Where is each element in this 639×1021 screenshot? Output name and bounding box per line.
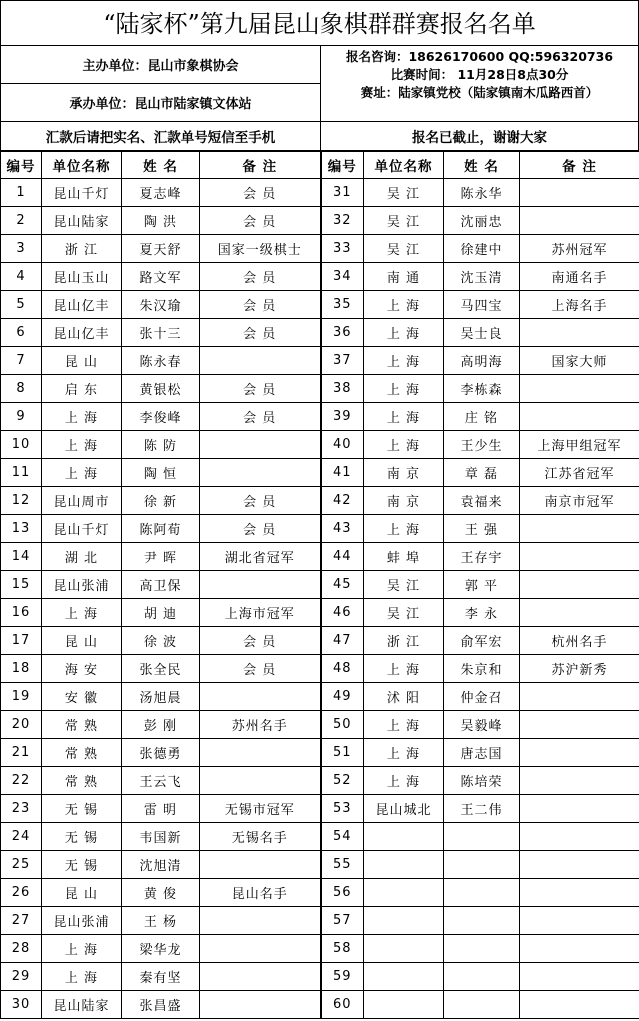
entry-unit bbox=[364, 963, 444, 991]
entry-remark bbox=[520, 879, 639, 907]
entry-name: 陶 洪 bbox=[122, 207, 200, 235]
entry-remark: 江苏省冠军 bbox=[520, 459, 639, 487]
entry-unit: 安 徽 bbox=[42, 683, 122, 711]
entry-remark bbox=[200, 347, 321, 375]
entry-remark: 会 员 bbox=[200, 375, 321, 403]
entry-remark: 杭州名手 bbox=[520, 627, 639, 655]
entry-number: 20 bbox=[1, 711, 42, 739]
entry-number: 28 bbox=[1, 935, 42, 963]
entry-remark bbox=[520, 907, 639, 935]
entry-unit: 昆 山 bbox=[42, 347, 122, 375]
header-cell: 姓 名 bbox=[444, 152, 520, 179]
entry-number: 3 bbox=[1, 235, 42, 263]
entry-remark: 会 员 bbox=[200, 263, 321, 291]
entry-number: 41 bbox=[321, 459, 364, 487]
venue: 赛址：陆家镇党校（陆家镇南木瓜路西首） bbox=[360, 85, 599, 100]
entry-remark bbox=[520, 207, 639, 235]
entry-unit: 常 熟 bbox=[42, 711, 122, 739]
entry-number: 43 bbox=[321, 515, 364, 543]
header-cell: 单位名称 bbox=[364, 152, 444, 179]
entry-number: 59 bbox=[321, 963, 364, 991]
entry-unit: 上 海 bbox=[42, 459, 122, 487]
entry-number: 35 bbox=[321, 291, 364, 319]
entry-name bbox=[444, 991, 520, 1019]
entry-name: 朱京和 bbox=[444, 655, 520, 683]
entry-unit: 昆山周市 bbox=[42, 487, 122, 515]
table-row bbox=[1, 235, 639, 263]
entry-unit: 浙 江 bbox=[42, 235, 122, 263]
entry-unit: 上 海 bbox=[364, 431, 444, 459]
entry-number: 27 bbox=[1, 907, 42, 935]
entry-unit: 无 锡 bbox=[42, 795, 122, 823]
table-row bbox=[1, 263, 639, 291]
entry-name: 庄 铭 bbox=[444, 403, 520, 431]
entry-unit: 上 海 bbox=[42, 403, 122, 431]
table-row bbox=[1, 711, 639, 739]
table-row bbox=[1, 179, 639, 207]
table-row bbox=[1, 403, 639, 431]
entry-remark bbox=[520, 851, 639, 879]
notice-right: 报名已截止，谢谢大家 bbox=[412, 130, 547, 146]
table-row bbox=[1, 991, 639, 1019]
entry-name: 秦有坚 bbox=[122, 963, 200, 991]
table-row bbox=[1, 599, 639, 627]
header-cell: 编号 bbox=[321, 152, 364, 179]
entry-name: 李 永 bbox=[444, 599, 520, 627]
entry-number: 32 bbox=[321, 207, 364, 235]
entry-number: 33 bbox=[321, 235, 364, 263]
entry-unit: 吴 江 bbox=[364, 207, 444, 235]
table-row bbox=[1, 543, 639, 571]
entry-name: 沈丽忠 bbox=[444, 207, 520, 235]
entry-number: 55 bbox=[321, 851, 364, 879]
entry-remark bbox=[520, 375, 639, 403]
entry-name: 汤旭晨 bbox=[122, 683, 200, 711]
entry-number: 34 bbox=[321, 263, 364, 291]
entry-remark bbox=[200, 459, 321, 487]
entry-name bbox=[444, 935, 520, 963]
entry-unit: 上 海 bbox=[364, 739, 444, 767]
entry-unit: 无 锡 bbox=[42, 851, 122, 879]
entry-unit: 昆山千灯 bbox=[42, 515, 122, 543]
notice-left: 汇款后请把实名、汇款单号短信至手机 bbox=[1, 122, 321, 150]
entry-name bbox=[444, 823, 520, 851]
entry-name: 梁华龙 bbox=[122, 935, 200, 963]
entry-number: 16 bbox=[1, 599, 42, 627]
entry-unit: 南 京 bbox=[364, 487, 444, 515]
entry-remark: 会 员 bbox=[200, 403, 321, 431]
entry-name: 胡 迪 bbox=[122, 599, 200, 627]
entry-number: 13 bbox=[1, 515, 42, 543]
entry-number: 56 bbox=[321, 879, 364, 907]
entry-number: 9 bbox=[1, 403, 42, 431]
entry-unit bbox=[364, 823, 444, 851]
entry-remark: 会 员 bbox=[200, 487, 321, 515]
entry-remark bbox=[520, 823, 639, 851]
entry-unit bbox=[364, 991, 444, 1019]
entry-remark bbox=[520, 767, 639, 795]
entry-unit: 常 熟 bbox=[42, 739, 122, 767]
entry-remark bbox=[200, 963, 321, 991]
match-time: 比赛时间： 11月28日8点30分 bbox=[390, 67, 569, 82]
table-row bbox=[1, 879, 639, 907]
entry-remark bbox=[200, 571, 321, 599]
entry-unit: 上 海 bbox=[364, 375, 444, 403]
entry-number: 58 bbox=[321, 935, 364, 963]
table-row bbox=[1, 515, 639, 543]
entry-unit: 吴 江 bbox=[364, 235, 444, 263]
entry-remark: 昆山名手 bbox=[200, 879, 321, 907]
table-row bbox=[1, 823, 639, 851]
entry-unit: 无 锡 bbox=[42, 823, 122, 851]
entry-unit: 昆山亿丰 bbox=[42, 319, 122, 347]
entry-name: 张德勇 bbox=[122, 739, 200, 767]
entry-number: 37 bbox=[321, 347, 364, 375]
entry-number: 44 bbox=[321, 543, 364, 571]
entry-unit bbox=[364, 935, 444, 963]
header-cell: 单位名称 bbox=[42, 152, 122, 179]
header-cell: 姓 名 bbox=[122, 152, 200, 179]
table-row bbox=[1, 767, 639, 795]
entry-number: 15 bbox=[1, 571, 42, 599]
entry-unit: 昆山张浦 bbox=[42, 571, 122, 599]
entry-number: 23 bbox=[1, 795, 42, 823]
table-row bbox=[1, 207, 639, 235]
entry-unit: 上 海 bbox=[364, 319, 444, 347]
entry-name: 王二伟 bbox=[444, 795, 520, 823]
table-row bbox=[1, 795, 639, 823]
entry-name: 陈永华 bbox=[444, 179, 520, 207]
entry-number: 51 bbox=[321, 739, 364, 767]
entry-remark: 南通名手 bbox=[520, 263, 639, 291]
entry-name: 章 磊 bbox=[444, 459, 520, 487]
table-row bbox=[1, 851, 639, 879]
entry-remark bbox=[520, 515, 639, 543]
entry-number: 49 bbox=[321, 683, 364, 711]
entry-name: 黄银松 bbox=[122, 375, 200, 403]
entry-unit: 上 海 bbox=[364, 403, 444, 431]
entry-remark: 会 员 bbox=[200, 319, 321, 347]
entry-name bbox=[444, 963, 520, 991]
table-row bbox=[1, 487, 639, 515]
entry-remark bbox=[520, 991, 639, 1019]
entry-number: 2 bbox=[1, 207, 42, 235]
entry-name: 王存宇 bbox=[444, 543, 520, 571]
entry-remark: 国家一级棋士 bbox=[200, 235, 321, 263]
entry-number: 19 bbox=[1, 683, 42, 711]
entry-name: 尹 晖 bbox=[122, 543, 200, 571]
entry-name: 郭 平 bbox=[444, 571, 520, 599]
table-row bbox=[1, 431, 639, 459]
entry-remark: 会 员 bbox=[200, 179, 321, 207]
entry-name: 王 强 bbox=[444, 515, 520, 543]
table-row bbox=[1, 627, 639, 655]
header-cell: 备 注 bbox=[200, 152, 321, 179]
entry-name: 雷 明 bbox=[122, 795, 200, 823]
entry-number: 7 bbox=[1, 347, 42, 375]
entry-name: 李栋森 bbox=[444, 375, 520, 403]
table-row bbox=[1, 347, 639, 375]
entry-name: 徐 波 bbox=[122, 627, 200, 655]
entry-number: 30 bbox=[1, 991, 42, 1019]
entry-name: 张昌盛 bbox=[122, 991, 200, 1019]
entry-name: 仲金召 bbox=[444, 683, 520, 711]
table-row bbox=[1, 291, 639, 319]
entry-unit: 昆山亿丰 bbox=[42, 291, 122, 319]
entry-remark bbox=[200, 739, 321, 767]
entry-remark bbox=[520, 319, 639, 347]
entry-number: 17 bbox=[1, 627, 42, 655]
entry-unit: 上 海 bbox=[364, 655, 444, 683]
entry-unit: 上 海 bbox=[42, 963, 122, 991]
entry-unit: 昆山玉山 bbox=[42, 263, 122, 291]
entry-unit: 上 海 bbox=[42, 599, 122, 627]
entry-remark: 会 员 bbox=[200, 291, 321, 319]
entry-remark bbox=[200, 767, 321, 795]
entry-unit: 吴 江 bbox=[364, 179, 444, 207]
entry-unit: 昆山城北 bbox=[364, 795, 444, 823]
entry-unit bbox=[364, 907, 444, 935]
entry-name bbox=[444, 879, 520, 907]
roster-table bbox=[0, 151, 639, 1019]
organizer-block bbox=[1, 46, 321, 121]
entry-number: 6 bbox=[1, 319, 42, 347]
entry-number: 24 bbox=[1, 823, 42, 851]
entry-unit: 上 海 bbox=[364, 711, 444, 739]
entry-unit: 蚌 埠 bbox=[364, 543, 444, 571]
organizer: 主办单位：昆山市象棋协会 bbox=[1, 46, 320, 84]
entry-unit: 昆山陆家 bbox=[42, 991, 122, 1019]
entry-number: 22 bbox=[1, 767, 42, 795]
info-block bbox=[0, 46, 639, 122]
entry-number: 29 bbox=[1, 963, 42, 991]
entry-number: 46 bbox=[321, 599, 364, 627]
entry-unit: 南 通 bbox=[364, 263, 444, 291]
entry-number: 10 bbox=[1, 431, 42, 459]
entry-number: 1 bbox=[1, 179, 42, 207]
contact-block bbox=[321, 46, 638, 121]
header-cell: 备 注 bbox=[520, 152, 639, 179]
entry-number: 48 bbox=[321, 655, 364, 683]
entry-unit: 上 海 bbox=[364, 347, 444, 375]
entry-name: 朱汉瑜 bbox=[122, 291, 200, 319]
entry-number: 21 bbox=[1, 739, 42, 767]
entry-name: 俞军宏 bbox=[444, 627, 520, 655]
entry-name: 陈 防 bbox=[122, 431, 200, 459]
entry-number: 8 bbox=[1, 375, 42, 403]
entry-remark: 湖北省冠军 bbox=[200, 543, 321, 571]
entry-name: 吴士良 bbox=[444, 319, 520, 347]
entry-remark bbox=[520, 179, 639, 207]
entry-name: 王少生 bbox=[444, 431, 520, 459]
entry-remark bbox=[520, 935, 639, 963]
entry-number: 57 bbox=[321, 907, 364, 935]
entry-remark bbox=[200, 935, 321, 963]
entry-remark bbox=[200, 431, 321, 459]
entry-name: 唐志国 bbox=[444, 739, 520, 767]
entry-unit: 上 海 bbox=[42, 431, 122, 459]
table-row bbox=[1, 683, 639, 711]
table-row bbox=[1, 935, 639, 963]
entry-name: 韦国新 bbox=[122, 823, 200, 851]
entry-remark bbox=[520, 403, 639, 431]
entry-name: 张全民 bbox=[122, 655, 200, 683]
entry-unit: 上 海 bbox=[42, 935, 122, 963]
entry-remark: 上海甲组冠军 bbox=[520, 431, 639, 459]
entry-remark: 会 员 bbox=[200, 655, 321, 683]
entry-unit: 昆 山 bbox=[42, 879, 122, 907]
entry-number: 45 bbox=[321, 571, 364, 599]
entry-remark bbox=[520, 599, 639, 627]
entry-name: 夏天舒 bbox=[122, 235, 200, 263]
sheet-title: “陆家杯”第九届昆山象棋群群赛报名名单 bbox=[0, 0, 639, 46]
entry-unit: 上 海 bbox=[364, 291, 444, 319]
entry-name: 沈玉清 bbox=[444, 263, 520, 291]
entry-remark bbox=[520, 543, 639, 571]
entry-unit: 南 京 bbox=[364, 459, 444, 487]
entry-unit: 上 海 bbox=[364, 515, 444, 543]
entry-remark bbox=[200, 851, 321, 879]
entry-number: 50 bbox=[321, 711, 364, 739]
entry-name: 马四宝 bbox=[444, 291, 520, 319]
entry-number: 38 bbox=[321, 375, 364, 403]
entry-name: 黄 俊 bbox=[122, 879, 200, 907]
table-row bbox=[1, 963, 639, 991]
entry-remark: 国家大师 bbox=[520, 347, 639, 375]
entry-number: 12 bbox=[1, 487, 42, 515]
entry-name: 袁福来 bbox=[444, 487, 520, 515]
entry-number: 60 bbox=[321, 991, 364, 1019]
table-header-row bbox=[1, 152, 639, 179]
table-row bbox=[1, 375, 639, 403]
entry-name: 徐 新 bbox=[122, 487, 200, 515]
entry-name: 陈永春 bbox=[122, 347, 200, 375]
entry-name: 徐建中 bbox=[444, 235, 520, 263]
entry-name: 王 杨 bbox=[122, 907, 200, 935]
entry-name: 陶 恒 bbox=[122, 459, 200, 487]
entry-name bbox=[444, 907, 520, 935]
entry-unit: 昆山千灯 bbox=[42, 179, 122, 207]
entry-name bbox=[444, 851, 520, 879]
entry-remark bbox=[200, 991, 321, 1019]
contact: 报名咨询：18626170600 QQ:596320736 bbox=[345, 49, 614, 64]
entry-name: 李俊峰 bbox=[122, 403, 200, 431]
entry-number: 11 bbox=[1, 459, 42, 487]
entry-unit: 沭 阳 bbox=[364, 683, 444, 711]
entry-unit: 海 安 bbox=[42, 655, 122, 683]
entry-number: 14 bbox=[1, 543, 42, 571]
entry-remark: 会 员 bbox=[200, 207, 321, 235]
table-row bbox=[1, 571, 639, 599]
entry-remark: 无锡名手 bbox=[200, 823, 321, 851]
entry-number: 18 bbox=[1, 655, 42, 683]
entry-number: 47 bbox=[321, 627, 364, 655]
entry-number: 54 bbox=[321, 823, 364, 851]
entry-unit: 昆山张浦 bbox=[42, 907, 122, 935]
entry-remark: 苏沪新秀 bbox=[520, 655, 639, 683]
entry-number: 53 bbox=[321, 795, 364, 823]
entry-remark: 南京市冠军 bbox=[520, 487, 639, 515]
entry-remark: 无锡市冠军 bbox=[200, 795, 321, 823]
entry-name: 王云飞 bbox=[122, 767, 200, 795]
entry-number: 42 bbox=[321, 487, 364, 515]
entry-remark bbox=[520, 963, 639, 991]
entry-number: 26 bbox=[1, 879, 42, 907]
notice-row bbox=[0, 122, 639, 151]
entry-name: 陈培荣 bbox=[444, 767, 520, 795]
entry-unit: 上 海 bbox=[364, 767, 444, 795]
entry-unit: 昆山陆家 bbox=[42, 207, 122, 235]
entry-name: 吴毅峰 bbox=[444, 711, 520, 739]
table-row bbox=[1, 655, 639, 683]
entry-remark: 会 员 bbox=[200, 515, 321, 543]
table-row bbox=[1, 319, 639, 347]
entry-name: 彭 刚 bbox=[122, 711, 200, 739]
entry-remark: 会 员 bbox=[200, 627, 321, 655]
entry-unit: 浙 江 bbox=[364, 627, 444, 655]
entry-remark: 苏州冠军 bbox=[520, 235, 639, 263]
entry-number: 52 bbox=[321, 767, 364, 795]
entry-name: 路文军 bbox=[122, 263, 200, 291]
entry-name: 张十三 bbox=[122, 319, 200, 347]
entry-name: 高明海 bbox=[444, 347, 520, 375]
entry-remark bbox=[520, 795, 639, 823]
entry-name: 夏志峰 bbox=[122, 179, 200, 207]
entry-remark: 上海名手 bbox=[520, 291, 639, 319]
entry-unit: 启 东 bbox=[42, 375, 122, 403]
entry-number: 5 bbox=[1, 291, 42, 319]
entry-number: 36 bbox=[321, 319, 364, 347]
entry-remark bbox=[200, 683, 321, 711]
entry-number: 39 bbox=[321, 403, 364, 431]
entry-unit: 吴 江 bbox=[364, 571, 444, 599]
entry-number: 40 bbox=[321, 431, 364, 459]
entry-remark bbox=[520, 711, 639, 739]
host: 承办单位：昆山市陆家镇文体站 bbox=[69, 97, 252, 112]
entry-unit: 昆 山 bbox=[42, 627, 122, 655]
entry-unit bbox=[364, 851, 444, 879]
entry-number: 4 bbox=[1, 263, 42, 291]
entry-remark bbox=[520, 571, 639, 599]
entry-number: 25 bbox=[1, 851, 42, 879]
entry-unit: 湖 北 bbox=[42, 543, 122, 571]
entry-remark: 苏州名手 bbox=[200, 711, 321, 739]
header-cell: 编号 bbox=[1, 152, 42, 179]
table-row bbox=[1, 907, 639, 935]
table-row bbox=[1, 459, 639, 487]
entry-unit bbox=[364, 879, 444, 907]
entry-unit: 常 熟 bbox=[42, 767, 122, 795]
entry-number: 31 bbox=[321, 179, 364, 207]
entry-unit: 吴 江 bbox=[364, 599, 444, 627]
entry-name: 陈阿荀 bbox=[122, 515, 200, 543]
entry-remark bbox=[200, 907, 321, 935]
entry-name: 沈旭清 bbox=[122, 851, 200, 879]
table-row bbox=[1, 739, 639, 767]
entry-remark: 上海市冠军 bbox=[200, 599, 321, 627]
entry-remark bbox=[520, 739, 639, 767]
entry-remark bbox=[520, 683, 639, 711]
entry-name: 高卫保 bbox=[122, 571, 200, 599]
